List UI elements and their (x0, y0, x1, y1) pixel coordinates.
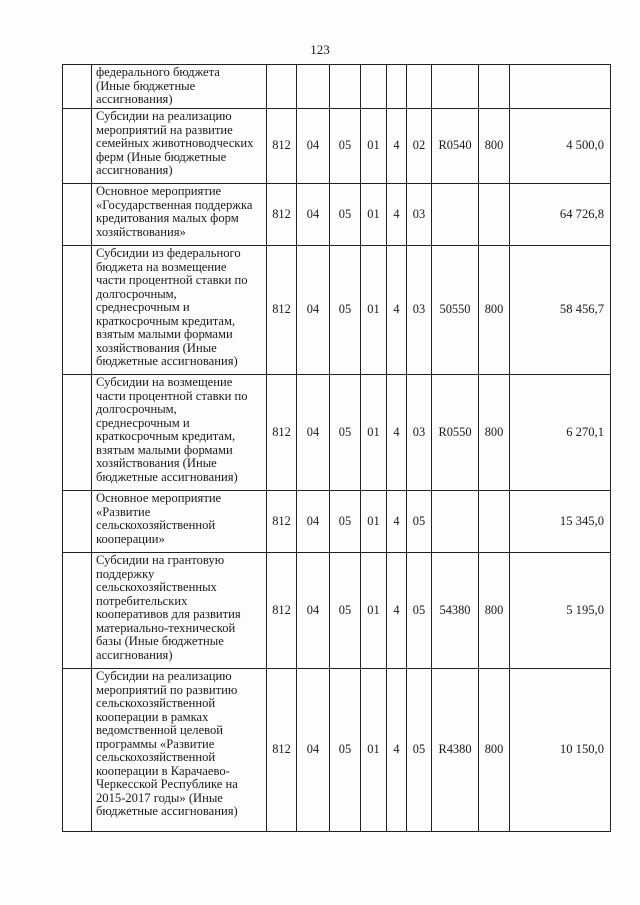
table-row (63, 553, 611, 669)
description-line: ферм (Иные бюджетные (96, 149, 227, 164)
description-line: Субсидии на реализацию (96, 109, 232, 123)
description-line: Основное мероприятие (96, 184, 222, 198)
subsection-code-cell (330, 65, 361, 109)
description-cell (92, 184, 267, 246)
description-line: базы (Иные бюджетные (96, 634, 224, 648)
section-code-cell: 04 (297, 246, 330, 375)
description-line: части процентной ставки по (96, 388, 248, 403)
program-code-cell: 01 (361, 669, 387, 832)
event-code-cell: 03 (407, 184, 432, 246)
description-line: среднесрочным и (96, 300, 190, 314)
description-line: краткосрочным кредитам, (96, 313, 236, 328)
table-row (63, 246, 611, 375)
admin-code-cell: 812 (267, 109, 297, 184)
description-line: сельскохозяйственной (96, 518, 216, 532)
page-number: 123 (310, 42, 330, 57)
description-line: материально-технической (96, 620, 236, 635)
description-line: «Развитие (96, 504, 151, 519)
subsection-code-cell: 05 (330, 246, 361, 375)
amount-cell: 6 270,1 (510, 375, 611, 491)
direction-code-cell (432, 65, 479, 109)
table-row (63, 184, 611, 246)
description-line: федерального бюджета (96, 65, 220, 79)
expense-type-cell: 800 (479, 375, 510, 491)
description-cell (92, 553, 267, 669)
expense-type-cell (479, 65, 510, 109)
amount-cell: 10 150,0 (510, 669, 611, 832)
section-code-cell (297, 65, 330, 109)
amount-cell: 5 195,0 (510, 553, 611, 669)
amount-cell: 58 456,7 (510, 246, 611, 375)
amount-cell: 4 500,0 (510, 109, 611, 184)
description-line: (Иные бюджетные (96, 78, 196, 93)
admin-code-cell: 812 (267, 491, 297, 553)
row-number-cell (63, 109, 92, 184)
subsection-code-cell: 05 (330, 184, 361, 246)
admin-code-cell: 812 (267, 669, 297, 832)
description-line: Субсидии на реализацию (96, 669, 232, 683)
description-line: взятым малыми формами (96, 442, 233, 457)
row-number-cell (63, 375, 92, 491)
description-line: программы «Развитие (96, 736, 215, 751)
admin-code-cell: 812 (267, 184, 297, 246)
direction-code-cell (432, 184, 479, 246)
subprogram-code-cell: 4 (387, 109, 407, 184)
description-line: мероприятий на развитие (96, 122, 233, 137)
expense-type-cell: 800 (479, 553, 510, 669)
row-number-cell (63, 246, 92, 375)
subprogram-code-cell: 4 (387, 184, 407, 246)
description-line: среднесрочным и (96, 415, 190, 430)
event-code-cell: 05 (407, 553, 432, 669)
description-line: Субсидии на грантовую (96, 553, 225, 567)
section-code-cell: 04 (297, 553, 330, 669)
table-row (63, 669, 611, 832)
description-line: поддержку (96, 566, 155, 581)
section-code-cell: 04 (297, 669, 330, 832)
subprogram-code-cell: 4 (387, 491, 407, 553)
description-cell (92, 109, 267, 184)
expense-type-cell: 800 (479, 669, 510, 832)
description-line: семейных животноводческих (96, 136, 254, 150)
amount-cell (510, 65, 611, 109)
description-line: «Государственная поддержка (96, 197, 253, 212)
program-code-cell: 01 (361, 246, 387, 375)
subprogram-code-cell (387, 65, 407, 109)
description-line: кооперации в рамках (96, 709, 209, 724)
description-line: долгосрочным, (96, 402, 177, 416)
event-code-cell: 02 (407, 109, 432, 184)
description-line: бюджетные ассигнования) (96, 354, 238, 368)
subprogram-code-cell: 4 (387, 246, 407, 375)
description-line: краткосрочным кредитам, (96, 429, 236, 443)
budget-table (62, 64, 611, 832)
event-code-cell: 05 (407, 491, 432, 553)
description-line: части процентной ставки по (96, 273, 248, 287)
section-code-cell: 04 (297, 491, 330, 553)
table-row (63, 65, 611, 109)
description-line: хозяйствования (Иные (96, 340, 217, 355)
expense-type-cell: 800 (479, 246, 510, 375)
subprogram-code-cell: 4 (387, 553, 407, 669)
subsection-code-cell: 05 (330, 109, 361, 184)
description-line: кооперации в Карачаево- (96, 763, 230, 778)
description-line: взятым малыми формами (96, 327, 233, 341)
description-line: кооперации» (96, 531, 165, 546)
description-line: бюджетные ассигнования) (96, 804, 238, 818)
row-number-cell (63, 669, 92, 832)
program-code-cell (361, 65, 387, 109)
event-code-cell: 03 (407, 246, 432, 375)
row-number-cell (63, 553, 92, 669)
subprogram-code-cell: 4 (387, 375, 407, 491)
section-code-cell: 04 (297, 109, 330, 184)
table-row (63, 491, 611, 553)
subprogram-code-cell: 4 (387, 669, 407, 832)
description-line: Черкесской Республике на (96, 777, 238, 791)
description-line: хозяйствования (Иные (96, 456, 217, 470)
program-code-cell: 01 (361, 553, 387, 669)
program-code-cell: 01 (361, 109, 387, 184)
row-number-cell (63, 65, 92, 109)
description-line: ведомственной целевой (96, 723, 224, 737)
description-line: Субсидии из федерального (96, 246, 241, 260)
description-cell (92, 669, 267, 832)
direction-code-cell: R0550 (432, 375, 479, 491)
admin-code-cell (267, 65, 297, 109)
direction-code-cell: R4380 (432, 669, 479, 832)
description-line: хозяйствования» (96, 224, 186, 239)
description-line: ассигнования) (96, 92, 173, 106)
description-line: долгосрочным, (96, 286, 177, 301)
description-cell (92, 491, 267, 553)
subsection-code-cell: 05 (330, 553, 361, 669)
row-number-cell (63, 184, 92, 246)
description-line: бюджетные ассигнования) (96, 469, 238, 484)
direction-code-cell (432, 491, 479, 553)
direction-code-cell: R0540 (432, 109, 479, 184)
program-code-cell: 01 (361, 375, 387, 491)
admin-code-cell: 812 (267, 553, 297, 669)
description-line: сельскохозяйственной (96, 696, 216, 710)
table-row (63, 375, 611, 491)
event-code-cell: 05 (407, 669, 432, 832)
description-line: Основное мероприятие (96, 491, 222, 505)
description-cell (92, 375, 267, 491)
description-line: кооперативов для развития (96, 607, 241, 621)
section-code-cell: 04 (297, 184, 330, 246)
expense-type-cell (479, 184, 510, 246)
admin-code-cell: 812 (267, 375, 297, 491)
description-line: сельскохозяйственной (96, 750, 216, 764)
amount-cell: 15 345,0 (510, 491, 611, 553)
table-row (63, 109, 611, 184)
description-cell (92, 246, 267, 375)
program-code-cell: 01 (361, 491, 387, 553)
description-line: бюджета на возмещение (96, 259, 227, 274)
event-code-cell (407, 65, 432, 109)
subsection-code-cell: 05 (330, 375, 361, 491)
description-line: 2015-2017 годы» (Иные (96, 790, 223, 805)
description-cell (92, 65, 267, 109)
expense-type-cell (479, 491, 510, 553)
program-code-cell: 01 (361, 184, 387, 246)
event-code-cell: 03 (407, 375, 432, 491)
description-line: ассигнования) (96, 647, 173, 662)
subsection-code-cell: 05 (330, 669, 361, 832)
admin-code-cell: 812 (267, 246, 297, 375)
description-line: ассигнования) (96, 163, 173, 177)
expense-type-cell: 800 (479, 109, 510, 184)
description-line: Субсидии на возмещение (96, 375, 233, 389)
row-number-cell (63, 491, 92, 553)
description-line: кредитования малых форм (96, 211, 239, 225)
description-line: мероприятий по развитию (96, 682, 238, 697)
direction-code-cell: 50550 (432, 246, 479, 375)
section-code-cell: 04 (297, 375, 330, 491)
amount-cell: 64 726,8 (510, 184, 611, 246)
direction-code-cell: 54380 (432, 553, 479, 669)
subsection-code-cell: 05 (330, 491, 361, 553)
description-line: сельскохозяйственных (96, 580, 217, 594)
description-line: потребительских (96, 593, 188, 608)
